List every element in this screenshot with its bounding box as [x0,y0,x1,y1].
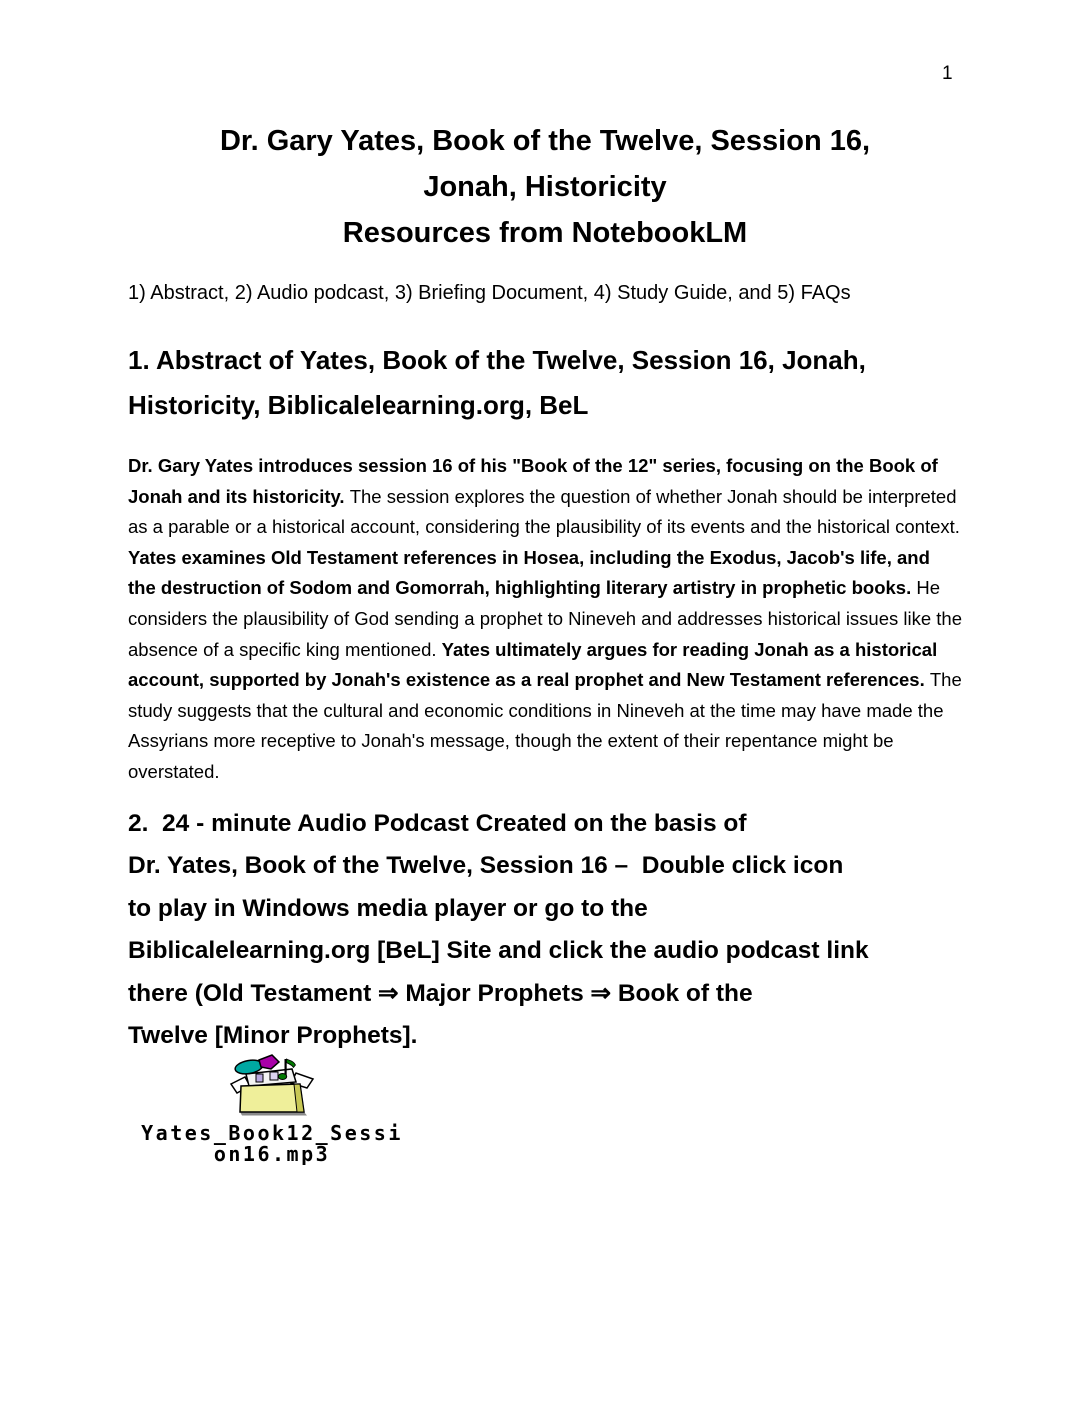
document-content [128,0,962,1165]
media-clip-icon[interactable] [228,1054,316,1123]
attachment-filename[interactable]: Yates_Book12_Sessi on16.mp3 [141,1120,403,1166]
section1-heading: 1. Abstract of Yates, Book of the Twelve, Session 16, Jonah, Historicity, Biblicalelearning.org, BeL [128,345,866,420]
document-title: Dr. Gary Yates, Book of the Twelve, Session 16, Jonah, Historicity Resources from NotebookLM [219,125,871,249]
abstract-paragraph: Dr. Gary Yates introduces session 16 of his "Book of the 12" series, focusing on the Book of Jonah and its historicity. The session explores the question of whether Jonah should be interpreted as a parable or a historical account, considering the plausibility of its events and the historical context. Yates examines Old Testament references in Hosea, including the Exodus, Jacob's life, and the destruction of Sodom and Gomorrah, highlighting literary artistry in prophetic books. He considers the plausibility of God sending a prophet to Nineveh and addresses historical issues like the absence of a specific king mentioned. Yates ultimately argues for reading Jonah as a historical account, supported by Jonah's existence as a real prophet and New Testament references. The study suggests that the cultural and economic conditions in Nineveh at the time may have made the Assyrians more receptive to Jonah's message, though the extent of their repentance might be overstated. [128,455,963,782]
resources-list-line: 1) Abstract, 2) Audio podcast, 3) Briefing Document, 4) Study Guide, and 5) FAQs [128,282,851,304]
page-number: 1 [942,63,953,84]
section2-heading: 2. 24 - minute Audio Podcast Created on the basis of Dr. Yates, Book of the Twelve, Session 16 – Double click icon to play in Windows media player or go to the Biblicalelearning.org [BeL] Site and click the audio podcast link there (Old Testament ⇒ Major Prophets ⇒ Book of the Twelve [Minor Prophets]. [128,809,869,1050]
audio-attachment-object[interactable] [128,1054,416,1165]
